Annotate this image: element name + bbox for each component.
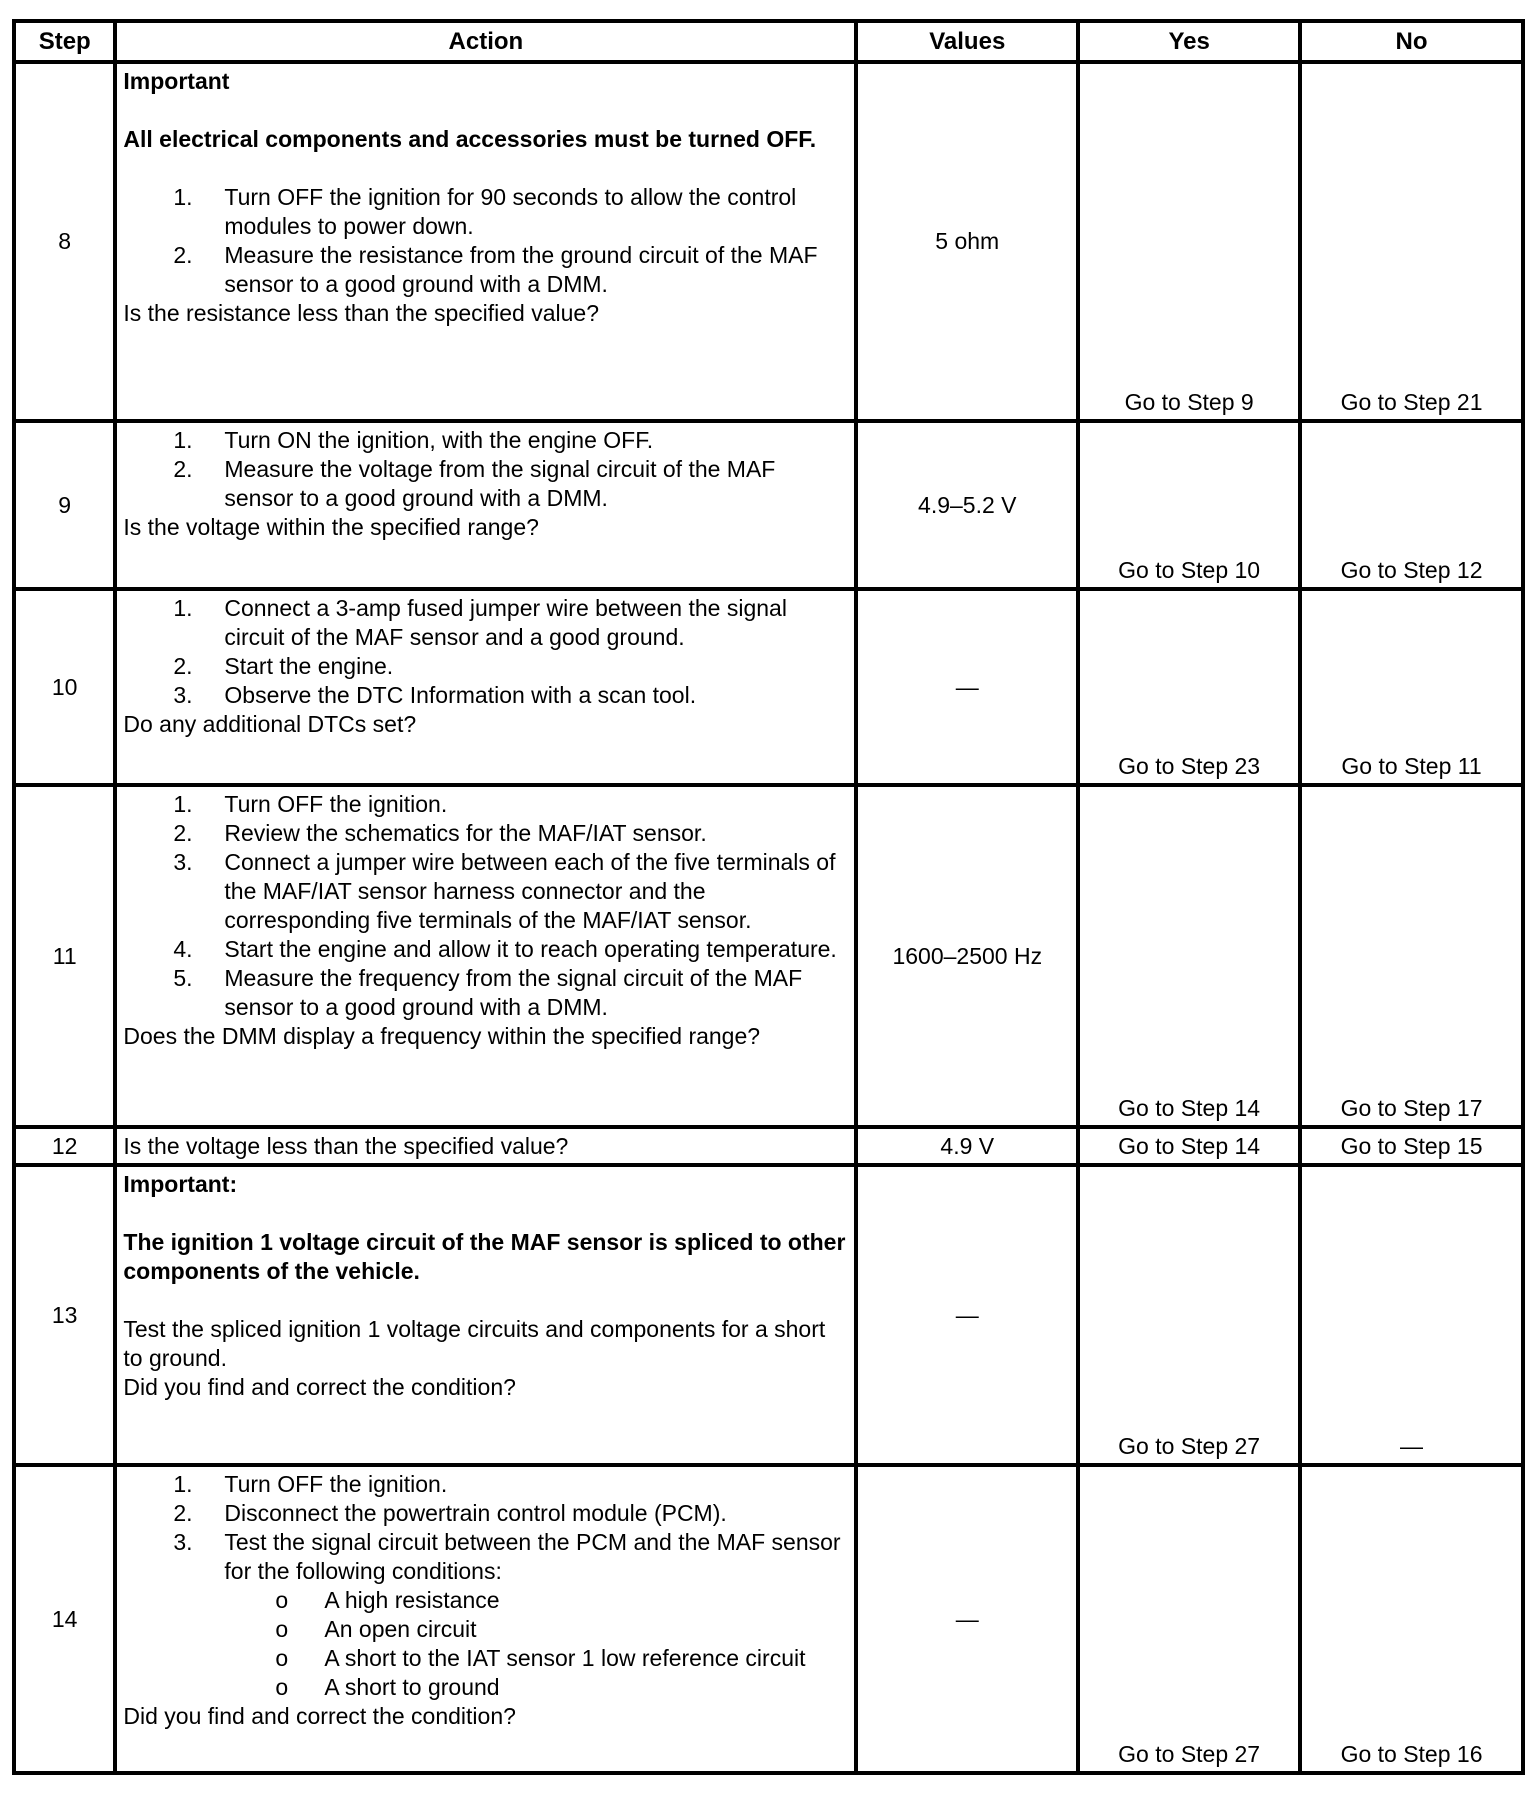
list-item: 4. Start the engine and allow it to reach operating temperature. [173,936,837,962]
yes-cell: Go to Step 14 [1078,785,1300,1127]
yes-cell: Go to Step 10 [1078,421,1300,589]
no-cell: Go to Step 21 [1300,62,1523,421]
list-item: 1. Connect a 3-amp fused jumper wire between the signal circuit of the MAF sensor and a good ground. [173,595,787,650]
no-cell: — [1300,1165,1523,1465]
table-row-step-10 [14,589,1523,785]
no-cell: Go to Step 11 [1300,589,1523,785]
procedure-list [123,1470,848,1702]
step-number: 9 [14,421,115,589]
instruction-text: Test the spliced ignition 1 voltage circuits and components for a short to ground. [123,1316,826,1371]
no-cell: Go to Step 16 [1300,1465,1523,1773]
header-no: No [1300,21,1523,62]
yes-cell: Go to Step 27 [1078,1465,1300,1773]
header-yes: Yes [1078,21,1300,62]
action-cell [115,421,856,589]
header-action: Action [115,21,856,62]
value-cell: 1600–2500 Hz [856,785,1078,1127]
action-cell [115,62,856,421]
procedure-list [123,594,848,710]
list-item: 2. Start the engine. [173,653,394,679]
yes-cell: Go to Step 27 [1078,1165,1300,1465]
question-text: Did you find and correct the condition? [123,1374,516,1400]
sub-list-item: o An open circuit [275,1616,477,1642]
action-cell [115,1465,856,1773]
list-item: 5. Measure the frequency from the signal circuit of the MAF sensor to a good ground with a DMM. [173,965,803,1020]
table-row-step-12 [14,1127,1523,1165]
question-text: Did you find and correct the condition? [123,1703,516,1729]
step-number: 11 [14,785,115,1127]
important-label: Important: [123,1171,238,1197]
yes-cell: Go to Step 23 [1078,589,1300,785]
action-cell [115,785,856,1127]
step-number: 10 [14,589,115,785]
step-number: 13 [14,1165,115,1465]
header-values: Values [856,21,1078,62]
value-cell: 5 ohm [856,62,1078,421]
table-row-step-13 [14,1165,1523,1465]
action-cell [115,1165,856,1465]
question-text: Is the voltage within the specified range? [123,514,539,540]
list-item: 1. Turn OFF the ignition. [173,1471,448,1497]
procedure-list [123,426,848,513]
value-cell: 4.9 V [856,1127,1078,1165]
condition-list [123,1586,848,1702]
question-text: Does the DMM display a frequency within the specified range? [123,1023,761,1049]
step-number: 8 [14,62,115,421]
important-note: All electrical components and accessories must be turned OFF. [123,126,817,152]
list-item: 3. Test the signal circuit between the PCM and the MAF sensor for the following conditions: o A high resistance o An open circuit o A short to the IAT sensor 1 low reference circuit o A short to ground [123,1528,848,1702]
list-item: 1. Turn ON the ignition, with the engine OFF. [173,427,654,453]
diagnostic-table [12,19,1525,1775]
table-row-step-11 [14,785,1523,1127]
list-item: 3. Observe the DTC Information with a scan tool. [173,682,697,708]
no-cell: Go to Step 17 [1300,785,1523,1127]
value-cell: — [856,589,1078,785]
sub-list-item: o A high resistance [275,1587,500,1613]
header-row [14,21,1523,62]
step-number: 12 [14,1127,115,1165]
sub-list-item: o A short to the IAT sensor 1 low reference circuit [275,1645,806,1671]
procedure-list [123,183,848,299]
list-item: 2. Measure the resistance from the ground circuit of the MAF sensor to a good ground with a DMM. [173,242,818,297]
value-cell: — [856,1165,1078,1465]
important-note: The ignition 1 voltage circuit of the MAF sensor is spliced to other components of the vehicle. [123,1229,846,1284]
list-item: 1. Turn OFF the ignition. [173,791,448,817]
question-text: Is the voltage less than the specified value? [123,1133,569,1159]
procedure-list [123,790,848,1022]
no-cell: Go to Step 12 [1300,421,1523,589]
list-item: 3. Connect a jumper wire between each of the five terminals of the MAF/IAT sensor harness connector and the corresponding five terminals of the MAF/IAT sensor. [173,849,836,933]
yes-cell: Go to Step 9 [1078,62,1300,421]
no-cell: Go to Step 15 [1300,1127,1523,1165]
table-row-step-8 [14,62,1523,421]
list-item: 2. Review the schematics for the MAF/IAT sensor. [173,820,707,846]
action-cell [115,589,856,785]
step-number: 14 [14,1465,115,1773]
table-row-step-9 [14,421,1523,589]
header-step: Step [14,21,115,62]
yes-cell: Go to Step 14 [1078,1127,1300,1165]
action-cell [115,1127,856,1165]
question-text: Is the resistance less than the specified value? [123,300,600,326]
question-text: Do any additional DTCs set? [123,711,417,737]
list-item: 2. Measure the voltage from the signal circuit of the MAF sensor to a good ground with a DMM. [173,456,776,511]
important-label: Important [123,68,230,94]
value-cell: — [856,1465,1078,1773]
value-cell: 4.9–5.2 V [856,421,1078,589]
list-item: 1. Turn OFF the ignition for 90 seconds to allow the control modules to power down. [173,184,797,239]
table-row-step-14 [14,1465,1523,1773]
sub-list-item: o A short to ground [275,1674,500,1700]
list-item: 2. Disconnect the powertrain control module (PCM). [173,1500,727,1526]
